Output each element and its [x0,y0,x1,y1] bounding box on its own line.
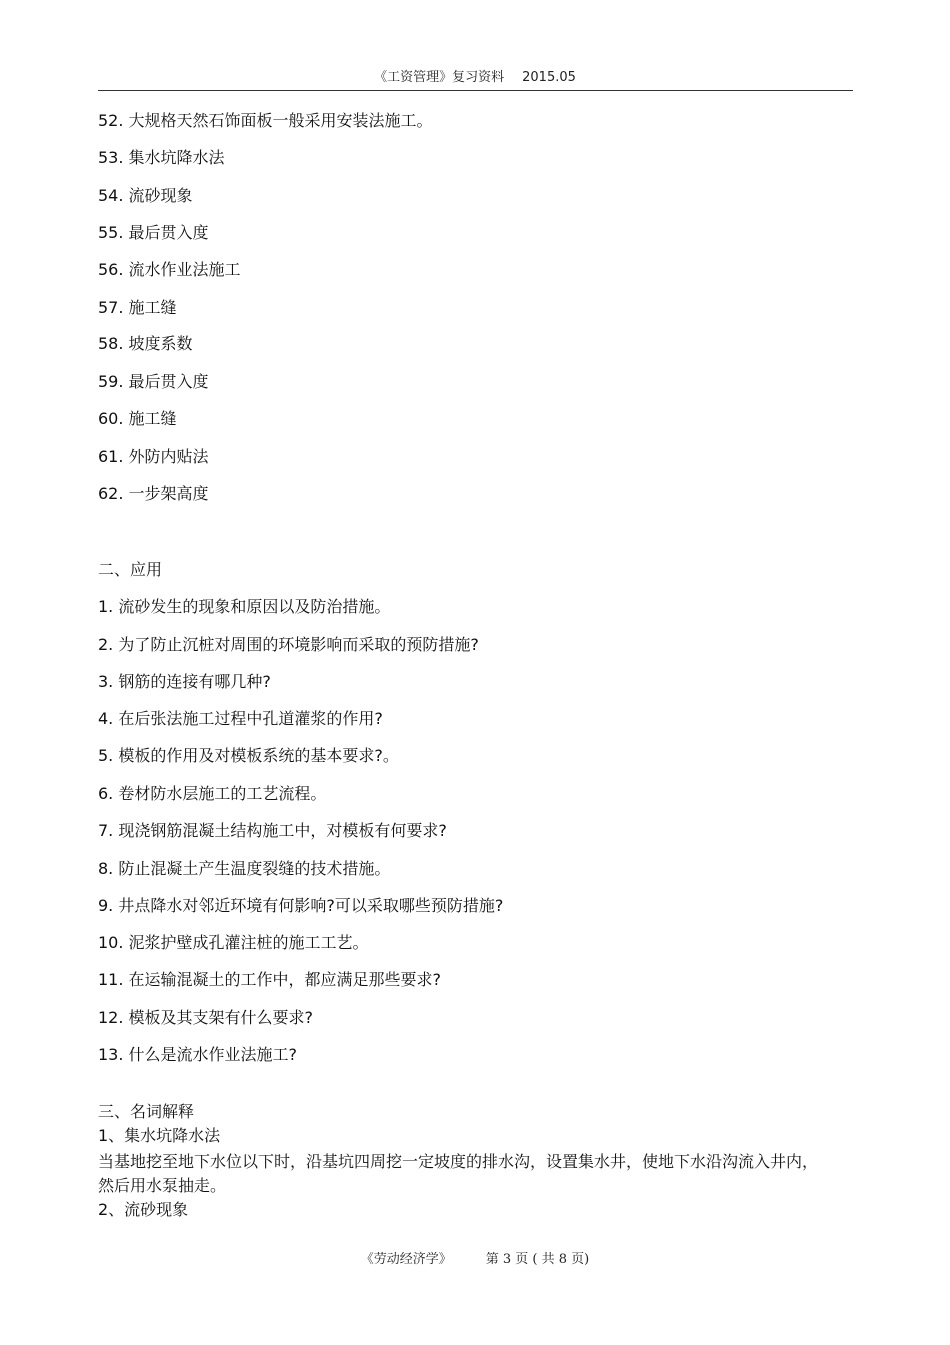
question-item: 13. 什么是流水作业法施工? [98,1045,298,1064]
question-item: 3. 钢筋的连接有哪几种? [98,672,271,691]
header-date: 2015.05 [522,70,576,85]
question-item: 9. 井点降水对邻近环境有何影响?可以采取哪些预防措施? [98,896,504,915]
definition-title: 2、流砂现象 [98,1200,189,1219]
term-item: 53. 集水坑降水法 [98,148,225,167]
term-item: 62. 一步架高度 [98,484,209,503]
section2-title: 二、应用 [98,560,163,579]
term-item: 55. 最后贯入度 [98,223,209,242]
question-item: 7. 现浇钢筋混凝土结构施工中，对模板有何要求? [98,821,447,840]
question-item: 12. 模板及其支架有什么要求? [98,1008,314,1027]
page-header [0,66,950,85]
question-item: 2. 为了防止沉桩对周围的环境影响而采取的预防措施? [98,635,479,654]
question-item: 10. 泥浆护壁成孔灌注桩的施工工艺。 [98,933,369,952]
term-item: 61. 外防内贴法 [98,447,209,466]
question-item: 4. 在后张法施工过程中孔道灌浆的作用? [98,709,383,728]
definition-body: 当基地挖至地下水位以下时，沿基坑四周挖一定坡度的排水沟，设置集水井，使地下水沿沟流入井内，然后用水泵抽走。 [98,1152,819,1195]
question-item: 8. 防止混凝土产生温度裂缝的技术措施。 [98,859,391,878]
term-item: 58. 坡度系数 [98,334,193,353]
term-item: 57. 施工缝 [98,298,177,317]
definition-title: 1、集水坑降水法 [98,1126,221,1145]
term-item: 60. 施工缝 [98,409,177,428]
page-footer [0,1248,950,1267]
question-item: 6. 卷材防水层施工的工艺流程。 [98,784,327,803]
question-item: 5. 模板的作用及对模板系统的基本要求?。 [98,746,399,765]
term-item: 52. 大规格天然石饰面板一般采用安装法施工。 [98,111,433,130]
header-title: 《工资管理》复习资料 [374,70,505,85]
footer-page-info: 第 3 页 ( 共 8 页) [485,1252,590,1267]
header-rule [98,90,853,91]
question-item: 1. 流砂发生的现象和原因以及防治措施。 [98,597,391,616]
section3-title: 三、名词解释 [98,1102,195,1121]
question-item: 11. 在运输混凝土的工作中，都应满足那些要求? [98,970,442,989]
term-item: 59. 最后贯入度 [98,372,209,391]
term-item: 56. 流水作业法施工 [98,260,241,279]
term-item: 54. 流砂现象 [98,186,193,205]
footer-book: 《劳动经济学》 [360,1252,452,1267]
